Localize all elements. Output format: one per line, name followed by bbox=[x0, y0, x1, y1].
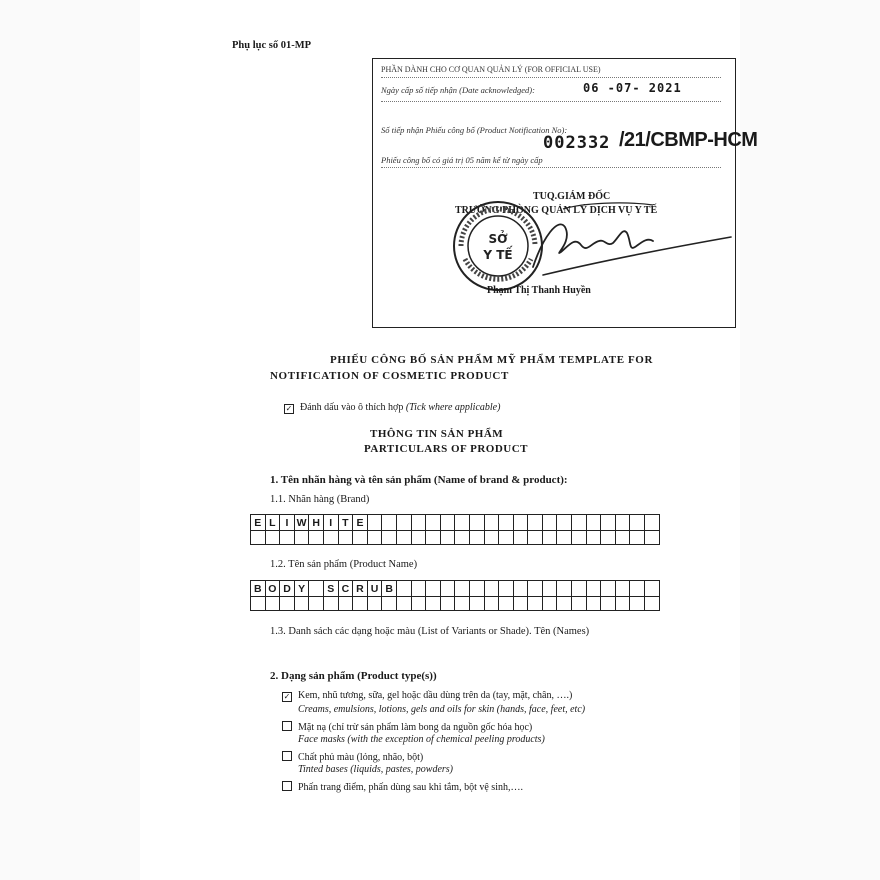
notification-number-suffix: /21/CBMP-HCM bbox=[619, 129, 758, 151]
brand-char-spare-cell[interactable] bbox=[543, 531, 558, 545]
brand-char-spare-cell[interactable] bbox=[280, 531, 295, 545]
brand-char-spare-cell[interactable] bbox=[485, 531, 500, 545]
date-acknowledged-label: Ngày cấp số tiếp nhận (Date acknowledged): bbox=[381, 85, 535, 95]
brand-char-spare-cell[interactable] bbox=[382, 531, 397, 545]
form-title-line-1: PHIẾU CÔNG BỐ SẢN PHẨM MỸ PHẨM TEMPLATE FOR bbox=[330, 354, 653, 366]
brand-char-cell[interactable]: H bbox=[309, 515, 324, 531]
product-char-spare-cell[interactable] bbox=[572, 597, 587, 611]
brand-char-cell[interactable] bbox=[382, 515, 397, 531]
brand-char-spare-cell[interactable] bbox=[412, 531, 427, 545]
form-title-line-2: NOTIFICATION OF COSMETIC PRODUCT bbox=[270, 370, 509, 382]
product-char-cell[interactable] bbox=[557, 581, 572, 597]
brand-char-cell[interactable]: I bbox=[324, 515, 339, 531]
signer-title-1: TUQ.GIÁM ĐỐC bbox=[533, 191, 611, 202]
product-char-cell[interactable] bbox=[645, 581, 660, 597]
unchecked-box-icon[interactable] bbox=[282, 751, 292, 761]
svg-text:SỞ: SỞ bbox=[488, 232, 508, 246]
brand-char-spare-cell[interactable] bbox=[251, 531, 266, 545]
product-name-label: 1.2. Tên sản phẩm (Product Name) bbox=[270, 559, 418, 570]
appendix-label: Phụ lục số 01-MP bbox=[232, 40, 312, 51]
product-char-spare-cell[interactable] bbox=[557, 597, 572, 611]
brand-char-cell[interactable] bbox=[587, 515, 602, 531]
product-char-cell[interactable] bbox=[630, 581, 645, 597]
product-char-spare-cell[interactable] bbox=[485, 597, 500, 611]
brand-char-spare-cell[interactable] bbox=[441, 531, 456, 545]
product-char-spare-cell[interactable] bbox=[587, 597, 602, 611]
brand-char-cell[interactable]: E bbox=[251, 515, 266, 531]
product-char-spare-cell[interactable] bbox=[630, 597, 645, 611]
product-char-cell[interactable] bbox=[455, 581, 470, 597]
product-char-cell[interactable] bbox=[587, 581, 602, 597]
divider bbox=[381, 77, 721, 78]
option-en: Face masks (with the exception of chemical peeling products) bbox=[298, 734, 545, 745]
brand-char-cell[interactable]: I bbox=[280, 515, 295, 531]
divider bbox=[381, 167, 721, 168]
brand-char-cell[interactable] bbox=[397, 515, 412, 531]
product-char-spare-cell[interactable] bbox=[441, 597, 456, 611]
product-char-cell[interactable]: U bbox=[368, 581, 383, 597]
product-char-cell[interactable]: B bbox=[382, 581, 397, 597]
checked-box-icon: ✓ bbox=[285, 404, 293, 413]
brand-char-spare-cell[interactable] bbox=[324, 531, 339, 545]
variants-label: 1.3. Danh sách các dạng hoặc màu (List of Variants or Shade). Tên (Names) bbox=[270, 626, 590, 637]
product-char-cell[interactable] bbox=[412, 581, 427, 597]
section-2-title: 2. Dạng sản phẩm (Product type(s)) bbox=[270, 670, 437, 682]
product-char-spare-cell[interactable] bbox=[368, 597, 383, 611]
product-char-cell[interactable] bbox=[441, 581, 456, 597]
product-char-spare-cell[interactable] bbox=[426, 597, 441, 611]
product-char-spare-cell[interactable] bbox=[295, 597, 310, 611]
product-char-cell[interactable]: O bbox=[266, 581, 281, 597]
product-char-cell[interactable] bbox=[426, 581, 441, 597]
product-char-spare-cell[interactable] bbox=[324, 597, 339, 611]
checked-box-icon[interactable]: ✓ bbox=[283, 692, 291, 701]
unchecked-box-icon[interactable] bbox=[282, 781, 292, 791]
product-char-cell[interactable] bbox=[470, 581, 485, 597]
product-char-cell[interactable]: S bbox=[324, 581, 339, 597]
brand-char-cell[interactable] bbox=[601, 515, 616, 531]
option-vi: Phấn trang điểm, phấn dùng sau khi tắm, bột vệ sinh,…. bbox=[298, 782, 523, 793]
brand-char-spare-cell[interactable] bbox=[368, 531, 383, 545]
svg-text:Y TẾ: Y TẾ bbox=[483, 248, 513, 262]
brand-char-spare-cell[interactable] bbox=[266, 531, 281, 545]
product-type-option[interactable] bbox=[282, 720, 532, 733]
product-char-spare-cell[interactable] bbox=[309, 597, 324, 611]
tick-instruction bbox=[284, 402, 500, 413]
brand-char-cell[interactable] bbox=[528, 515, 543, 531]
product-char-spare-cell[interactable] bbox=[382, 597, 397, 611]
brand-char-cell[interactable] bbox=[426, 515, 441, 531]
brand-char-spare-cell[interactable] bbox=[616, 531, 631, 545]
product-char-spare-cell[interactable] bbox=[397, 597, 412, 611]
option-vi: Chất phủ màu (lỏng, nhão, bột) bbox=[298, 752, 424, 763]
option-en: Tinted bases (liquids, pastes, powders) bbox=[298, 764, 454, 775]
brand-char-cell[interactable] bbox=[543, 515, 558, 531]
product-char-cell[interactable] bbox=[309, 581, 324, 597]
brand-char-cell[interactable]: E bbox=[353, 515, 368, 531]
product-char-cell[interactable] bbox=[514, 581, 529, 597]
brand-char-spare-cell[interactable] bbox=[499, 531, 514, 545]
product-name-character-grid[interactable] bbox=[250, 580, 660, 611]
option-en: Creams, emulsions, lotions, gels and oils for skin (hands, face, feet, etc) bbox=[298, 704, 586, 715]
product-char-cell[interactable] bbox=[543, 581, 558, 597]
brand-char-spare-cell[interactable] bbox=[426, 531, 441, 545]
particulars-title-vi: THÔNG TIN SẢN PHẨM bbox=[370, 428, 504, 440]
official-use-box bbox=[372, 58, 758, 328]
product-type-option[interactable] bbox=[282, 690, 572, 701]
brand-char-cell[interactable] bbox=[455, 515, 470, 531]
brand-char-spare-cell[interactable] bbox=[339, 531, 354, 545]
validity-label: Phiếu công bố có giá trị 05 năm kể từ ngày cấp bbox=[381, 155, 543, 165]
brand-char-cell[interactable] bbox=[368, 515, 383, 531]
tick-note-en: (Tick where applicable) bbox=[405, 402, 501, 413]
brand-char-spare-cell[interactable] bbox=[528, 531, 543, 545]
brand-char-cell[interactable] bbox=[470, 515, 485, 531]
brand-char-cell[interactable] bbox=[412, 515, 427, 531]
option-vi: Mặt nạ (chỉ trừ sản phẩm làm bong da nguồn gốc hóa học) bbox=[298, 722, 533, 733]
product-char-spare-cell[interactable] bbox=[601, 597, 616, 611]
option-vi: Kem, nhũ tương, sữa, gel hoặc dầu dùng trên da (tay, mặt, chân, ….) bbox=[298, 690, 573, 701]
product-char-spare-cell[interactable] bbox=[455, 597, 470, 611]
signer-title-2: TRƯỞNG PHÒNG QUẢN LÝ DỊCH VỤ Y TẾ bbox=[455, 205, 658, 216]
product-char-spare-cell[interactable] bbox=[470, 597, 485, 611]
brand-char-spare-cell[interactable] bbox=[514, 531, 529, 545]
product-char-spare-cell[interactable] bbox=[616, 597, 631, 611]
brand-char-spare-cell[interactable] bbox=[397, 531, 412, 545]
product-char-cell[interactable] bbox=[485, 581, 500, 597]
product-char-spare-cell[interactable] bbox=[339, 597, 354, 611]
product-type-option[interactable] bbox=[282, 750, 423, 763]
brand-char-cell[interactable] bbox=[630, 515, 645, 531]
brand-char-cell[interactable]: L bbox=[266, 515, 281, 531]
product-char-spare-cell[interactable] bbox=[266, 597, 281, 611]
brand-char-spare-cell[interactable] bbox=[630, 531, 645, 545]
product-char-spare-cell[interactable] bbox=[412, 597, 427, 611]
product-char-spare-cell[interactable] bbox=[251, 597, 266, 611]
product-char-spare-cell[interactable] bbox=[528, 597, 543, 611]
unchecked-box-icon[interactable] bbox=[282, 721, 292, 731]
product-char-spare-cell[interactable] bbox=[543, 597, 558, 611]
notification-number-value: 002332 bbox=[543, 133, 611, 153]
brand-char-spare-cell[interactable] bbox=[353, 531, 368, 545]
brand-char-spare-cell[interactable] bbox=[601, 531, 616, 545]
product-char-spare-cell[interactable] bbox=[280, 597, 295, 611]
brand-char-spare-cell[interactable] bbox=[587, 531, 602, 545]
brand-character-grid[interactable] bbox=[250, 514, 660, 545]
product-char-cell[interactable]: D bbox=[280, 581, 295, 597]
brand-char-cell[interactable] bbox=[514, 515, 529, 531]
product-char-cell[interactable]: C bbox=[339, 581, 354, 597]
brand-label: 1.1. Nhãn hàng (Brand) bbox=[270, 494, 370, 505]
product-char-cell[interactable] bbox=[499, 581, 514, 597]
signature bbox=[503, 197, 735, 287]
brand-char-cell[interactable]: W bbox=[295, 515, 310, 531]
section-1-title: 1. Tên nhãn hàng và tên sản phẩm (Name of brand & product): bbox=[270, 474, 568, 486]
brand-char-cell[interactable] bbox=[557, 515, 572, 531]
brand-char-spare-cell[interactable] bbox=[295, 531, 310, 545]
notification-number-label: Số tiếp nhận Phiếu công bố (Product Notification No): bbox=[381, 125, 568, 135]
product-char-cell[interactable]: R bbox=[353, 581, 368, 597]
divider bbox=[381, 101, 721, 102]
brand-char-cell[interactable] bbox=[485, 515, 500, 531]
brand-char-cell[interactable] bbox=[616, 515, 631, 531]
particulars-title-en: PARTICULARS OF PRODUCT bbox=[364, 443, 529, 455]
product-char-cell[interactable] bbox=[616, 581, 631, 597]
official-use-header: PHẦN DÀNH CHO CƠ QUAN QUẢN LÝ (FOR OFFICIAL USE) bbox=[381, 65, 601, 74]
brand-char-cell[interactable]: T bbox=[339, 515, 354, 531]
brand-char-cell[interactable] bbox=[572, 515, 587, 531]
product-char-spare-cell[interactable] bbox=[514, 597, 529, 611]
date-acknowledged-value: 06 -07- 2021 bbox=[583, 81, 682, 95]
product-char-cell[interactable] bbox=[397, 581, 412, 597]
brand-char-spare-cell[interactable] bbox=[455, 531, 470, 545]
brand-char-spare-cell[interactable] bbox=[470, 531, 485, 545]
product-char-cell[interactable] bbox=[528, 581, 543, 597]
product-char-cell[interactable] bbox=[572, 581, 587, 597]
brand-char-cell[interactable] bbox=[499, 515, 514, 531]
tick-note-vi: Đánh dấu vào ô thích hợp bbox=[300, 402, 404, 413]
signer-name: Phạm Thị Thanh Huyền bbox=[487, 285, 591, 296]
product-char-cell[interactable]: Y bbox=[295, 581, 310, 597]
product-char-spare-cell[interactable] bbox=[353, 597, 368, 611]
brand-char-spare-cell[interactable] bbox=[557, 531, 572, 545]
product-char-cell[interactable] bbox=[601, 581, 616, 597]
brand-char-cell[interactable] bbox=[441, 515, 456, 531]
product-type-option[interactable] bbox=[282, 780, 523, 793]
product-char-spare-cell[interactable] bbox=[645, 597, 660, 611]
brand-char-cell[interactable] bbox=[645, 515, 660, 531]
brand-char-spare-cell[interactable] bbox=[309, 531, 324, 545]
product-char-spare-cell[interactable] bbox=[499, 597, 514, 611]
brand-char-spare-cell[interactable] bbox=[645, 531, 660, 545]
product-char-cell[interactable]: B bbox=[251, 581, 266, 597]
brand-char-spare-cell[interactable] bbox=[572, 531, 587, 545]
